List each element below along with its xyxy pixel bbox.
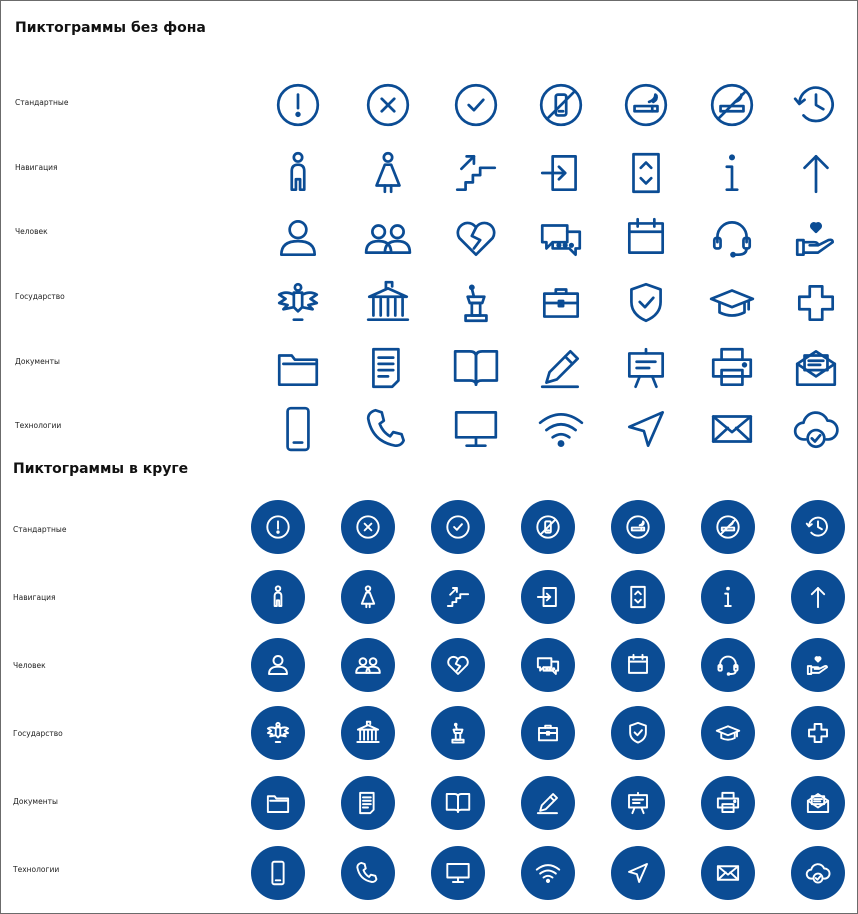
- history-icon: [791, 500, 845, 554]
- section-title-plain: Пиктограммы без фона: [15, 20, 206, 36]
- row-label-navigation: Навигация: [13, 593, 56, 602]
- arrow-up-icon: [791, 148, 841, 198]
- exclamation-icon: [251, 500, 305, 554]
- envelope-icon: [701, 846, 755, 900]
- printer-icon: [707, 343, 757, 393]
- row-label-person: Человек: [15, 227, 48, 236]
- folder-icon: [251, 776, 305, 830]
- info-icon: [707, 148, 757, 198]
- cloud-check-icon: [791, 404, 841, 454]
- row-label-person: Человек: [13, 661, 46, 670]
- folder-icon: [273, 343, 323, 393]
- exclamation-icon: [273, 80, 323, 130]
- monitor-icon: [451, 404, 501, 454]
- smoking-icon: [611, 500, 665, 554]
- smartphone-icon: [273, 404, 323, 454]
- coat-of-arms-icon: [273, 278, 323, 328]
- elevator-icon: [621, 148, 671, 198]
- woman-icon: [363, 148, 413, 198]
- entrance-icon: [521, 570, 575, 624]
- check-icon: [451, 80, 501, 130]
- section-title-circle: Пиктограммы в круге: [13, 461, 189, 477]
- entrance-icon: [536, 148, 586, 198]
- graduation-cap-icon: [707, 278, 757, 328]
- wifi-icon: [521, 846, 575, 900]
- graduation-cap-icon: [701, 706, 755, 760]
- podium-icon: [431, 706, 485, 760]
- elevator-icon: [611, 570, 665, 624]
- smoking-icon: [621, 80, 671, 130]
- headset-icon: [701, 638, 755, 692]
- no-phone-icon: [536, 80, 586, 130]
- no-phone-icon: [521, 500, 575, 554]
- woman-icon: [341, 570, 395, 624]
- chat-icon: [536, 213, 586, 263]
- document-icon: [341, 776, 395, 830]
- monitor-icon: [431, 846, 485, 900]
- open-book-icon: [431, 776, 485, 830]
- hand-heart-icon: [791, 638, 845, 692]
- row-label-navigation: Навигация: [15, 163, 58, 172]
- check-icon: [431, 500, 485, 554]
- wifi-icon: [536, 404, 586, 454]
- cloud-check-icon: [791, 846, 845, 900]
- shield-check-icon: [611, 706, 665, 760]
- open-envelope-icon: [791, 343, 841, 393]
- podium-icon: [451, 278, 501, 328]
- smartphone-icon: [251, 846, 305, 900]
- users-icon: [363, 213, 413, 263]
- broken-heart-icon: [451, 213, 501, 263]
- row-label-documents: Документы: [15, 357, 60, 366]
- bank-building-icon: [363, 278, 413, 328]
- users-icon: [341, 638, 395, 692]
- medical-cross-icon: [791, 706, 845, 760]
- phone-handset-icon: [341, 846, 395, 900]
- shield-check-icon: [621, 278, 671, 328]
- user-icon: [251, 638, 305, 692]
- no-smoking-icon: [701, 500, 755, 554]
- phone-handset-icon: [363, 404, 413, 454]
- man-icon: [251, 570, 305, 624]
- printer-icon: [701, 776, 755, 830]
- open-envelope-icon: [791, 776, 845, 830]
- man-icon: [273, 148, 323, 198]
- bank-building-icon: [341, 706, 395, 760]
- user-icon: [273, 213, 323, 263]
- row-label-state: Государство: [15, 292, 65, 301]
- escalator-icon: [431, 570, 485, 624]
- briefcase-icon: [521, 706, 575, 760]
- medical-cross-icon: [791, 278, 841, 328]
- pencil-icon: [536, 343, 586, 393]
- broken-heart-icon: [431, 638, 485, 692]
- hand-heart-icon: [791, 213, 841, 263]
- navigation-arrow-icon: [611, 846, 665, 900]
- open-book-icon: [451, 343, 501, 393]
- pencil-icon: [521, 776, 575, 830]
- arrow-up-icon: [791, 570, 845, 624]
- briefcase-icon: [536, 278, 586, 328]
- row-label-technology: Технологии: [15, 421, 62, 430]
- close-x-icon: [341, 500, 395, 554]
- presentation-icon: [621, 343, 671, 393]
- calendar-icon: [621, 213, 671, 263]
- info-icon: [701, 570, 755, 624]
- row-label-standard: Стандартные: [13, 525, 67, 534]
- envelope-icon: [707, 404, 757, 454]
- document-icon: [363, 343, 413, 393]
- headset-icon: [707, 213, 757, 263]
- row-label-documents: Документы: [13, 797, 58, 806]
- coat-of-arms-icon: [251, 706, 305, 760]
- chat-icon: [521, 638, 575, 692]
- navigation-arrow-icon: [621, 404, 671, 454]
- calendar-icon: [611, 638, 665, 692]
- escalator-icon: [451, 148, 501, 198]
- history-icon: [791, 80, 841, 130]
- close-x-icon: [363, 80, 413, 130]
- no-smoking-icon: [707, 80, 757, 130]
- row-label-state: Государство: [13, 729, 63, 738]
- presentation-icon: [611, 776, 665, 830]
- row-label-standard: Стандартные: [15, 98, 69, 107]
- row-label-technology: Технологии: [13, 865, 60, 874]
